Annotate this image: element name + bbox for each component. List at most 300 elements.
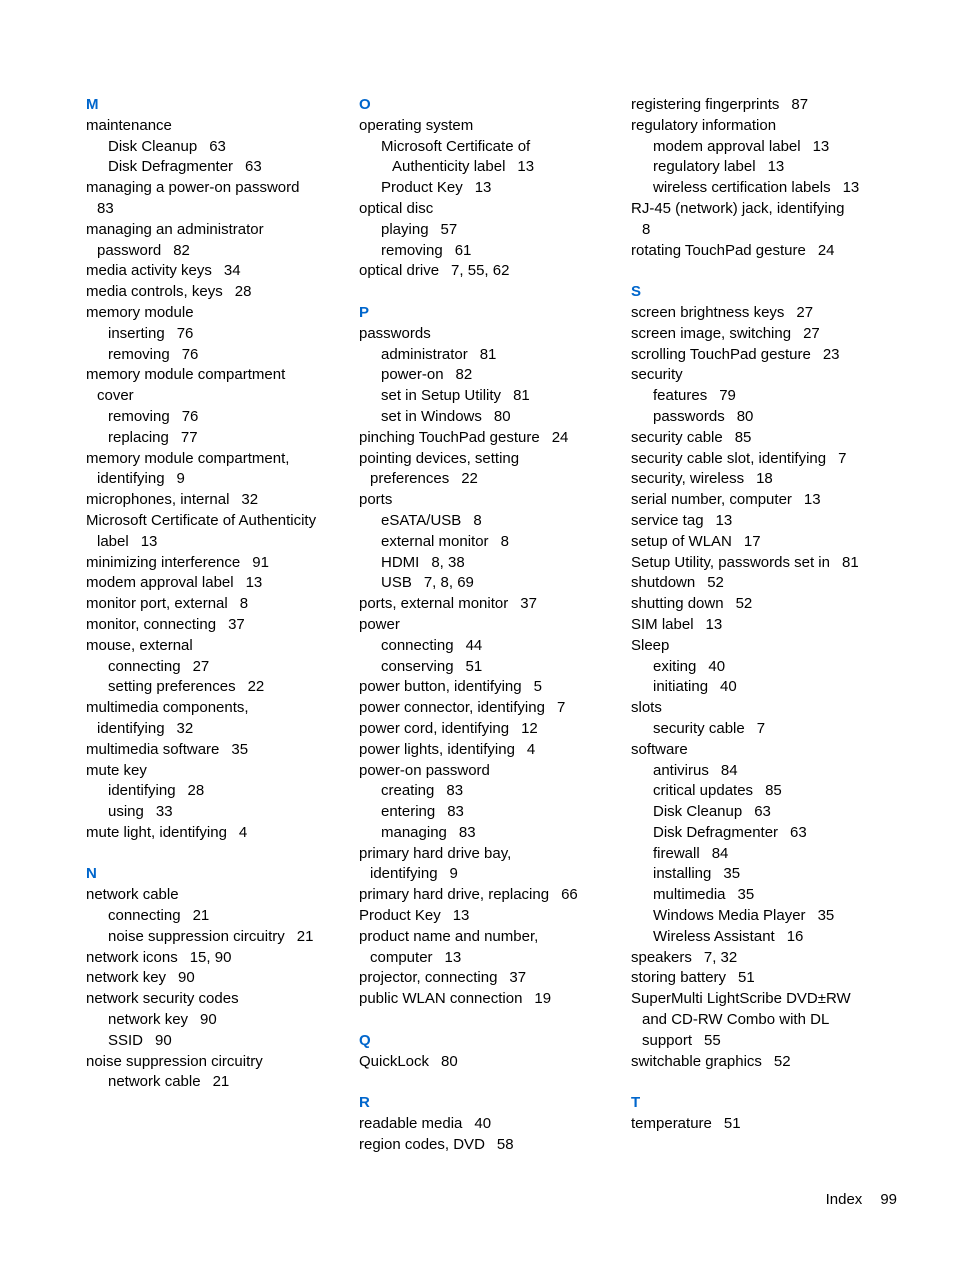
entry-page-ref: 34 bbox=[223, 262, 241, 280]
entry-page-ref: 83 bbox=[458, 823, 476, 841]
index-entry bbox=[359, 116, 621, 137]
entry-page-ref: 8 bbox=[239, 595, 249, 613]
entry-term: identifying bbox=[108, 782, 176, 800]
entry-term: security, wireless bbox=[631, 470, 745, 488]
index-subentry bbox=[359, 781, 621, 802]
entry-page-ref: 77 bbox=[180, 428, 198, 446]
entry-term: exiting bbox=[653, 657, 697, 675]
index-entry bbox=[86, 116, 348, 137]
index-entry bbox=[359, 740, 621, 761]
index-entry bbox=[86, 178, 348, 199]
index-entry bbox=[359, 428, 621, 449]
index-entry bbox=[86, 615, 348, 636]
entry-term: ports bbox=[359, 491, 393, 509]
index-section bbox=[631, 1093, 893, 1135]
entry-term: service tag bbox=[631, 511, 704, 529]
index-subentry bbox=[359, 345, 621, 366]
entry-term: regulatory information bbox=[631, 116, 777, 134]
entry-page-ref: 81 bbox=[513, 387, 530, 405]
entry-term: region codes, DVD bbox=[359, 1135, 485, 1153]
index-entry bbox=[359, 989, 621, 1010]
entry-page-ref: 90 bbox=[155, 1031, 172, 1049]
index-subentry bbox=[359, 553, 621, 574]
entry-page-ref: 51 bbox=[723, 1115, 741, 1133]
entry-page-ref: 21 bbox=[212, 1073, 230, 1091]
entry-term: Disk Cleanup bbox=[108, 137, 198, 155]
index-entry bbox=[631, 636, 893, 657]
entry-page-ref: 84 bbox=[720, 761, 738, 779]
entry-page-ref: 76 bbox=[181, 345, 199, 363]
entry-term: Disk Cleanup bbox=[653, 803, 743, 821]
entry-term: 83 bbox=[97, 199, 114, 217]
entry-term: Authenticity label bbox=[392, 158, 506, 176]
index-subentry bbox=[86, 137, 348, 158]
entry-term: Windows Media Player bbox=[653, 907, 806, 925]
index-entry bbox=[631, 490, 893, 511]
entry-page-ref: 76 bbox=[176, 324, 194, 342]
index-subentry bbox=[86, 802, 348, 823]
entry-page-ref: 81 bbox=[479, 345, 497, 363]
entry-term: noise suppression circuitry bbox=[86, 1052, 263, 1070]
entry-term: preferences bbox=[370, 470, 450, 488]
entry-page-ref: 28 bbox=[187, 782, 205, 800]
index-entry bbox=[359, 261, 621, 282]
index-entry bbox=[86, 1052, 348, 1073]
entry-term: HDMI bbox=[381, 553, 420, 571]
entry-page-ref: 15, 90 bbox=[189, 948, 232, 966]
entry-term: wireless certification labels bbox=[653, 179, 831, 197]
index-subentry bbox=[359, 137, 621, 158]
index-subentry bbox=[631, 157, 893, 178]
index-entry bbox=[631, 989, 893, 1010]
entry-page-ref: 21 bbox=[296, 927, 314, 945]
entry-term: setup of WLAN bbox=[631, 532, 732, 550]
index-entry bbox=[631, 428, 893, 449]
index-subentry bbox=[631, 802, 893, 823]
index-subentry bbox=[359, 657, 621, 678]
entry-term: USB bbox=[381, 574, 412, 592]
entry-term: temperature bbox=[631, 1115, 712, 1133]
index-entry bbox=[86, 698, 348, 719]
entry-term: SSID bbox=[108, 1031, 144, 1049]
entry-page-ref: 82 bbox=[173, 241, 190, 259]
entry-term: firewall bbox=[653, 844, 700, 862]
entry-term: pinching TouchPad gesture bbox=[359, 428, 540, 446]
entry-page-ref: 51 bbox=[465, 657, 483, 675]
index-subentry bbox=[86, 428, 348, 449]
index-entry bbox=[359, 677, 621, 698]
index-entry bbox=[631, 1010, 893, 1031]
entry-term: power bbox=[359, 615, 400, 633]
entry-page-ref: 7 bbox=[756, 719, 766, 737]
index-entry bbox=[86, 740, 348, 761]
entry-page-ref: 35 bbox=[817, 907, 835, 925]
index-entry bbox=[359, 449, 621, 470]
entry-term: pointing devices, setting bbox=[359, 449, 520, 467]
entry-term: identifying bbox=[97, 470, 165, 488]
entry-page-ref: 80 bbox=[493, 407, 511, 425]
entry-page-ref: 63 bbox=[754, 803, 771, 821]
entry-term: security cable slot, identifying bbox=[631, 449, 827, 467]
entry-term: multimedia components, bbox=[86, 699, 249, 717]
entry-term: maintenance bbox=[86, 116, 172, 134]
entry-term: SIM label bbox=[631, 615, 694, 633]
entry-page-ref: 58 bbox=[496, 1135, 514, 1153]
index-entry bbox=[359, 1135, 621, 1156]
entry-page-ref: 37 bbox=[520, 595, 537, 613]
index-subentry bbox=[359, 573, 621, 594]
entry-page-ref: 32 bbox=[176, 719, 194, 737]
entry-page-ref: 84 bbox=[711, 844, 729, 862]
entry-page-ref: 79 bbox=[719, 387, 736, 405]
section-letter: S bbox=[631, 283, 642, 301]
index-entry bbox=[86, 968, 348, 989]
entry-page-ref: 80 bbox=[441, 1052, 458, 1070]
entry-term: primary hard drive, replacing bbox=[359, 886, 550, 904]
entry-term: support bbox=[642, 1031, 693, 1049]
entry-term: Product Key bbox=[359, 907, 441, 925]
entry-page-ref: 13 bbox=[803, 491, 821, 509]
entry-page-ref: 17 bbox=[743, 532, 761, 550]
index-entry bbox=[631, 948, 893, 969]
entry-page-ref: 21 bbox=[192, 907, 210, 925]
index-subentry bbox=[631, 677, 893, 698]
index-entry bbox=[86, 532, 348, 553]
index-entry bbox=[86, 719, 348, 740]
entry-page-ref: 4 bbox=[238, 823, 248, 841]
index-entry bbox=[359, 968, 621, 989]
entry-term: using bbox=[108, 803, 144, 821]
index-entry bbox=[359, 719, 621, 740]
entry-page-ref: 9 bbox=[449, 865, 458, 883]
index-subentry bbox=[359, 511, 621, 532]
index-section bbox=[359, 1093, 621, 1155]
index-subentry bbox=[631, 844, 893, 865]
entry-page-ref: 7, 8, 69 bbox=[423, 574, 474, 592]
entry-term: microphones, internal bbox=[86, 491, 230, 509]
index-subentry bbox=[86, 1072, 348, 1093]
entry-page-ref: 66 bbox=[561, 886, 578, 904]
entry-page-ref: 35 bbox=[737, 886, 755, 904]
index-entry bbox=[86, 220, 348, 241]
entry-term: creating bbox=[381, 782, 435, 800]
index-entry bbox=[86, 199, 348, 220]
entry-term: managing an administrator bbox=[86, 220, 264, 238]
index-section bbox=[631, 95, 893, 261]
entry-page-ref: 7, 55, 62 bbox=[451, 262, 510, 280]
entry-term: installing bbox=[653, 865, 712, 883]
entry-page-ref: 27 bbox=[796, 303, 814, 321]
entry-page-ref: 82 bbox=[455, 366, 473, 384]
entry-term: SuperMulti LightScribe DVD±RW bbox=[631, 990, 851, 1008]
entry-term: memory module compartment, bbox=[86, 449, 290, 467]
index-entry bbox=[631, 303, 893, 324]
entry-term: eSATA/USB bbox=[381, 511, 462, 529]
index-entry bbox=[631, 1114, 893, 1135]
index-section bbox=[359, 95, 621, 282]
entry-term: Disk Defragmenter bbox=[653, 823, 779, 841]
entry-page-ref: 13 bbox=[517, 158, 535, 176]
index-entry bbox=[631, 199, 893, 220]
entry-page-ref: 24 bbox=[817, 241, 835, 259]
index-subentry bbox=[631, 386, 893, 407]
entry-page-ref: 8, 38 bbox=[431, 553, 465, 571]
index-entry bbox=[631, 615, 893, 636]
entry-term: set in Setup Utility bbox=[381, 387, 502, 405]
entry-term: security bbox=[631, 366, 683, 384]
entry-page-ref: 13 bbox=[715, 511, 733, 529]
entry-term: RJ-45 (network) jack, identifying bbox=[631, 199, 845, 217]
entry-page-ref: 80 bbox=[736, 407, 754, 425]
index-subentry bbox=[631, 864, 893, 885]
index-subentry bbox=[359, 220, 621, 241]
entry-term: optical disc bbox=[359, 199, 434, 217]
index-column-3 bbox=[631, 95, 893, 1156]
entry-term: passwords bbox=[359, 324, 431, 342]
index-entry bbox=[631, 532, 893, 553]
entry-term: connecting bbox=[108, 657, 181, 675]
index-subentry bbox=[359, 386, 621, 407]
entry-term: modem approval label bbox=[653, 137, 801, 155]
entry-page-ref: 35 bbox=[723, 865, 741, 883]
index-entry bbox=[86, 553, 348, 574]
index-entry bbox=[359, 927, 621, 948]
entry-term: media activity keys bbox=[86, 262, 212, 280]
entry-page-ref: 40 bbox=[720, 678, 737, 696]
entry-term: shutting down bbox=[631, 595, 724, 613]
index-subentry bbox=[359, 178, 621, 199]
entry-term: Sleep bbox=[631, 636, 670, 654]
entry-term: computer bbox=[370, 948, 433, 966]
entry-page-ref: 91 bbox=[252, 553, 269, 571]
entry-term: network key bbox=[108, 1011, 189, 1029]
entry-term: set in Windows bbox=[381, 407, 482, 425]
entry-page-ref: 13 bbox=[444, 948, 462, 966]
index-subentry bbox=[86, 657, 348, 678]
index-subentry bbox=[86, 906, 348, 927]
entry-page-ref: 63 bbox=[209, 137, 226, 155]
index-subentry bbox=[86, 1031, 348, 1052]
index-entry bbox=[86, 282, 348, 303]
section-letter: P bbox=[359, 303, 370, 321]
entry-term: replacing bbox=[108, 428, 169, 446]
index-entry bbox=[86, 573, 348, 594]
index-entry bbox=[359, 324, 621, 345]
entry-term: regulatory label bbox=[653, 158, 756, 176]
entry-page-ref: 13 bbox=[140, 532, 158, 550]
entry-term: ports, external monitor bbox=[359, 595, 509, 613]
index-subentry bbox=[359, 532, 621, 553]
entry-term: mute light, identifying bbox=[86, 823, 227, 841]
entry-term: shutdown bbox=[631, 574, 696, 592]
index-entry bbox=[631, 573, 893, 594]
index-entry bbox=[359, 1052, 621, 1073]
entry-page-ref: 63 bbox=[245, 158, 262, 176]
entry-term: slots bbox=[631, 699, 662, 717]
entry-term: monitor port, external bbox=[86, 595, 228, 613]
index-column-2 bbox=[359, 95, 621, 1176]
entry-page-ref: 81 bbox=[841, 553, 859, 571]
entry-page-ref: 13 bbox=[812, 137, 830, 155]
index-subentry bbox=[359, 407, 621, 428]
index-subentry bbox=[631, 137, 893, 158]
entry-page-ref: 83 bbox=[447, 803, 464, 821]
entry-term: primary hard drive bay, bbox=[359, 844, 512, 862]
index-entry bbox=[359, 1114, 621, 1135]
entry-page-ref: 8 bbox=[473, 511, 482, 529]
entry-term: mouse, external bbox=[86, 636, 193, 654]
index-entry bbox=[86, 241, 348, 262]
index-entry bbox=[359, 490, 621, 511]
index-entry bbox=[631, 449, 893, 470]
entry-term: security cable bbox=[631, 428, 723, 446]
entry-term: removing bbox=[108, 407, 170, 425]
entry-page-ref: 7, 32 bbox=[703, 948, 738, 966]
entry-page-ref: 12 bbox=[521, 719, 538, 737]
index-entry bbox=[359, 594, 621, 615]
entry-term: 8 bbox=[642, 220, 651, 238]
entry-term: external monitor bbox=[381, 532, 489, 550]
entry-term: memory module bbox=[86, 303, 194, 321]
index-entry bbox=[86, 989, 348, 1010]
entry-term: administrator bbox=[381, 345, 468, 363]
entry-term: operating system bbox=[359, 116, 474, 134]
entry-page-ref: 13 bbox=[767, 158, 785, 176]
entry-term: power-on bbox=[381, 366, 444, 384]
entry-page-ref: 85 bbox=[734, 428, 752, 446]
entry-term: projector, connecting bbox=[359, 969, 498, 987]
entry-term: Wireless Assistant bbox=[653, 927, 775, 945]
entry-term: multimedia software bbox=[86, 740, 220, 758]
index-subentry bbox=[631, 407, 893, 428]
entry-term: connecting bbox=[108, 907, 181, 925]
entry-term: software bbox=[631, 740, 688, 758]
index-subentry bbox=[86, 324, 348, 345]
entry-page-ref: 61 bbox=[454, 241, 472, 259]
index-subentry bbox=[86, 407, 348, 428]
index-entry bbox=[86, 636, 348, 657]
entry-page-ref: 35 bbox=[231, 740, 249, 758]
entry-term: serial number, computer bbox=[631, 491, 792, 509]
entry-term: inserting bbox=[108, 324, 165, 342]
entry-term: security cable bbox=[653, 719, 745, 737]
index-entry bbox=[86, 261, 348, 282]
entry-term: noise suppression circuitry bbox=[108, 927, 285, 945]
entry-term: switchable graphics bbox=[631, 1052, 762, 1070]
entry-term: screen brightness keys bbox=[631, 303, 785, 321]
entry-page-ref: 83 bbox=[446, 782, 464, 800]
index-entry bbox=[86, 365, 348, 386]
entry-page-ref: 52 bbox=[735, 595, 753, 613]
entry-page-ref: 37 bbox=[228, 615, 245, 633]
entry-page-ref: 13 bbox=[842, 179, 860, 197]
entry-term: connecting bbox=[381, 636, 454, 654]
entry-page-ref: 8 bbox=[500, 532, 509, 550]
entry-term: screen image, switching bbox=[631, 324, 792, 342]
entry-term: Microsoft Certificate of bbox=[381, 137, 531, 155]
entry-term: speakers bbox=[631, 948, 692, 966]
entry-term: modem approval label bbox=[86, 574, 234, 592]
index-entry bbox=[86, 823, 348, 844]
section-letter: O bbox=[359, 96, 371, 113]
entry-page-ref: 57 bbox=[440, 220, 458, 238]
index-subentry bbox=[631, 719, 893, 740]
section-letter: Q bbox=[359, 1031, 371, 1049]
entry-term: critical updates bbox=[653, 782, 754, 800]
index-subentry bbox=[359, 636, 621, 657]
index-entry bbox=[359, 761, 621, 782]
entry-term: power-on password bbox=[359, 761, 490, 779]
entry-term: network key bbox=[86, 969, 167, 987]
entry-term: and CD-RW Combo with DL bbox=[642, 1011, 830, 1029]
index-entry bbox=[359, 948, 621, 969]
entry-term: managing a power-on password bbox=[86, 179, 300, 197]
entry-term: Product Key bbox=[381, 179, 463, 197]
entry-page-ref: 13 bbox=[452, 907, 470, 925]
entry-term: removing bbox=[381, 241, 443, 259]
index-entry bbox=[359, 864, 621, 885]
entry-page-ref: 51 bbox=[738, 969, 755, 987]
entry-term: scrolling TouchPad gesture bbox=[631, 345, 811, 363]
page-footer bbox=[826, 1190, 897, 1210]
index-entry bbox=[359, 469, 621, 490]
index-entry bbox=[631, 365, 893, 386]
entry-term: product name and number, bbox=[359, 927, 539, 945]
index-subentry bbox=[631, 178, 893, 199]
entry-page-ref: 55 bbox=[704, 1031, 721, 1049]
entry-page-ref: 27 bbox=[803, 324, 820, 342]
section-letter: T bbox=[631, 1094, 641, 1112]
entry-term: power button, identifying bbox=[359, 678, 522, 696]
entry-term: network cable bbox=[108, 1073, 201, 1091]
index-subentry bbox=[631, 823, 893, 844]
entry-page-ref: 22 bbox=[461, 470, 478, 488]
entry-page-ref: 5 bbox=[533, 678, 542, 696]
index-entry bbox=[359, 906, 621, 927]
entry-page-ref: 28 bbox=[234, 283, 252, 301]
entry-term: features bbox=[653, 387, 708, 405]
entry-page-ref: 19 bbox=[534, 990, 552, 1008]
index-entry bbox=[359, 885, 621, 906]
index-entry bbox=[359, 698, 621, 719]
index-section bbox=[359, 303, 621, 1010]
index-subentry bbox=[359, 365, 621, 386]
index-entry bbox=[86, 469, 348, 490]
entry-term: registering fingerprints bbox=[631, 96, 780, 113]
index-entry bbox=[631, 511, 893, 532]
entry-page-ref: 13 bbox=[474, 179, 492, 197]
entry-term: playing bbox=[381, 220, 429, 238]
index-entry bbox=[631, 95, 893, 116]
entry-term: multimedia bbox=[653, 886, 726, 904]
index-entry bbox=[631, 1052, 893, 1073]
entry-term: power connector, identifying bbox=[359, 699, 545, 717]
entry-term: mute key bbox=[86, 761, 147, 779]
index-section bbox=[86, 95, 348, 844]
section-letter: R bbox=[359, 1094, 370, 1112]
entry-term: password bbox=[97, 241, 162, 259]
entry-term: Microsoft Certificate of Authenticity bbox=[86, 511, 317, 529]
entry-page-ref: 33 bbox=[155, 803, 173, 821]
index-subentry bbox=[86, 781, 348, 802]
entry-page-ref: 27 bbox=[192, 657, 210, 675]
entry-term: managing bbox=[381, 823, 447, 841]
index-section bbox=[631, 282, 893, 1072]
index-entry bbox=[631, 553, 893, 574]
entry-page-ref: 13 bbox=[245, 574, 263, 592]
entry-term: setting preferences bbox=[108, 678, 236, 696]
entry-term: memory module compartment bbox=[86, 366, 286, 384]
